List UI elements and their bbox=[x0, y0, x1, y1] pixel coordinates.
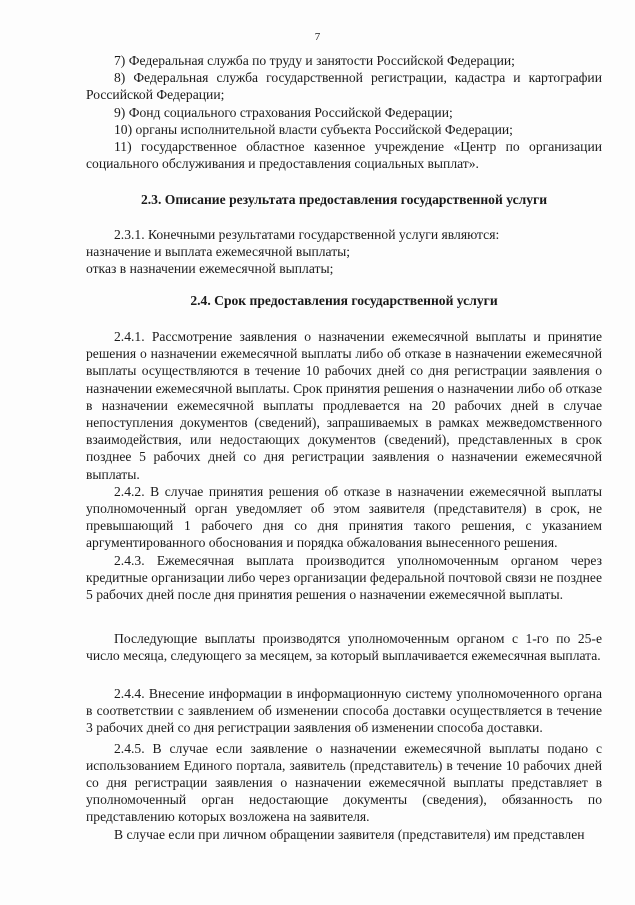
list-item: 11) государственное областное казенное учреждение «Центр по организации социального обслуживания и предоставления социальных выплат». bbox=[86, 139, 602, 172]
list-item: 10) органы исполнительной власти субъекта Российской Федерации; bbox=[114, 121, 513, 137]
paragraph-2-4-4: 2.4.4. Внесение информации в информационную систему уполномоченного органа в соответствии с заявлением об изменении способа доставки осуществляется в течение 3 рабочих дней со дня регистрации заявления об изменении способа доставки. bbox=[86, 686, 602, 736]
results-intro: 2.3.1. Конечными результатами государственной услуги являются: bbox=[114, 227, 500, 242]
paragraph-2-4-5: 2.4.5. В случае если заявление о назначении ежемесячной выплаты подано с использованием Единого портала, заявитель (представитель) в течение 10 рабочих дней со дня регистрации заявления о назначении ежемесячной выплаты представляет в уполномоченный орган недостающие документы (сведения), обязанность по представлению которых возложена на заявителя. bbox=[86, 740, 602, 825]
section-2-4-body-cont2 bbox=[86, 685, 602, 843]
paragraph-last: В случае если при личном обращении заявителя (представителя) им представлен bbox=[114, 826, 585, 842]
agency-list bbox=[86, 52, 602, 172]
page-number: 7 bbox=[314, 31, 321, 43]
list-item: 7) Федеральная служба по труду и занятости Российской Федерации; bbox=[114, 53, 515, 68]
result-item: назначение и выплата ежемесячной выплаты; bbox=[86, 244, 351, 260]
paragraph-2-4-3: 2.4.3. Ежемесячная выплата производится уполномоченным органом через кредитные организации либо через организации федеральной почтовой связи не позднее 5 рабочих дней после дня принятия решения о назначении ежемесячной выплаты. bbox=[86, 552, 602, 603]
section-2-4-title: 2.4. Срок предоставления государственной услуги bbox=[190, 293, 498, 308]
section-2-3-body bbox=[86, 226, 602, 278]
section-2-3-title: 2.3. Описание результата предоставления государственной услуги bbox=[140, 192, 548, 207]
section-2-4-body-cont bbox=[86, 630, 602, 664]
paragraph-2-4-1: 2.4.1. Рассмотрение заявления о назначении ежемесячной выплаты и принятие решения о назначении ежемесячной выплаты либо об отказе в назначении ежемесячной выплаты осуществляются в течение 10 рабочих дней со дня регистрации заявления о назначении ежемесячной выплаты. Срок принятия решения о назначении либо об отказе в назначении ежемесячной выплаты продлевается на 20 рабочих дней в случае непоступления документов (сведений), запрашиваемых в рамках межведомственного взаимодействия, или недостающих документов (сведений), представленных в срок позднее 5 рабочих дней со дня регистрации заявления о назначении ежемесячной выплаты. bbox=[86, 329, 602, 482]
paragraph-2-4-2: 2.4.2. В случае принятия решения об отказе в назначении ежемесячной выплаты уполномоченный орган уведомляет об этом заявителя (представителя) в срок, не превышающий 1 рабочего дня со дня принятия такого решения, с указанием аргументированного обоснования и порядка обжалования вынесенного решения. bbox=[86, 483, 602, 551]
result-item: отказ в назначении ежемесячной выплаты; bbox=[86, 261, 334, 277]
list-item: 9) Фонд социального страхования Российской Федерации; bbox=[114, 104, 453, 120]
section-2-4-body bbox=[86, 328, 602, 603]
paragraph-subsequent: Последующие выплаты производятся уполномоченным органом с 1-го по 25-е число месяца, следующего за месяцем, за который выплачивается ежемесячная выплата. bbox=[86, 631, 602, 664]
list-item: 8) Федеральная служба государственной регистрации, кадастра и картографии Российской Федерации; bbox=[86, 70, 602, 103]
